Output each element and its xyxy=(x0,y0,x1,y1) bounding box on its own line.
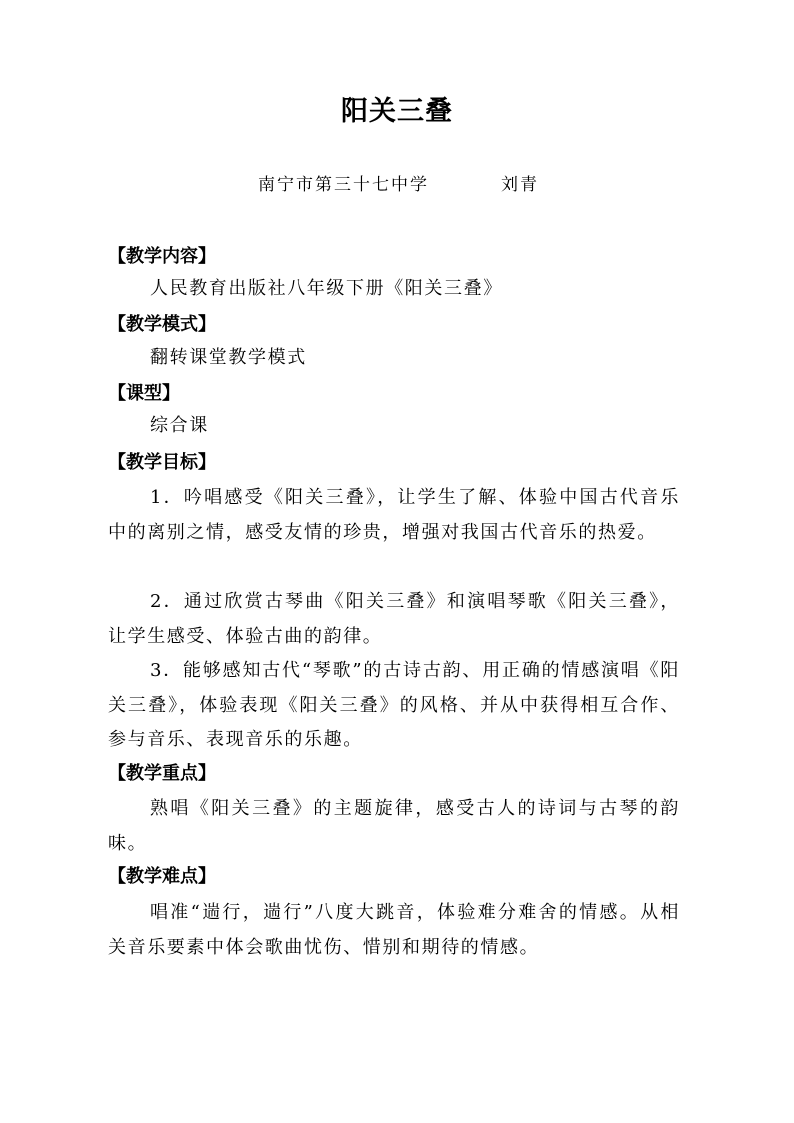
page-title: 阳关三叠 xyxy=(341,96,453,127)
teaching-mode-text: 翻转课堂教学模式 xyxy=(150,347,307,368)
difficulties-text: 唱准“遄行，遄行”八度大跳音，体验难分难舍的情感。从相关音乐要素中体会歌曲忧伤、惜别和期待的情感。 xyxy=(108,902,680,958)
heading-teaching-objectives: 【教学目标】 xyxy=(108,452,216,473)
key-points-text: 熟唱《阳关三叠》的主题旋律，感受古人的诗词与古琴的韵味。 xyxy=(108,798,680,854)
heading-difficulties: 【教学难点】 xyxy=(108,866,216,887)
heading-key-points: 【教学重点】 xyxy=(108,763,216,784)
objective-item-3: 3．能够感知古代“琴歌”的古诗古韵、用正确的情感演唱《阳关三叠》，体验表现《阳关三叠》的风格、并从中获得相互合作、参与音乐、表现音乐的乐趣。 xyxy=(108,660,680,750)
heading-teaching-mode: 【教学模式】 xyxy=(108,314,216,335)
byline xyxy=(258,172,539,198)
objective-item-2: 2．通过欣赏古琴曲《阳关三叠》和演唱琴歌《阳关三叠》，让学生感受、体验古曲的韵律。 xyxy=(108,591,680,647)
heading-teaching-content: 【教学内容】 xyxy=(108,246,216,267)
teaching-content-text: 人民教育出版社八年级下册《阳关三叠》 xyxy=(150,278,503,299)
objective-item-1: 1．吟唱感受《阳关三叠》，让学生了解、体验中国古代音乐中的离别之情，感受友情的珍贵，增强对我国古代音乐的热爱。 xyxy=(108,487,680,543)
heading-lesson-type: 【课型】 xyxy=(108,383,180,404)
school-name: 南宁市第三十七中学 xyxy=(258,175,429,195)
author-name: 刘青 xyxy=(501,175,539,195)
lesson-type-text: 综合课 xyxy=(150,415,209,436)
